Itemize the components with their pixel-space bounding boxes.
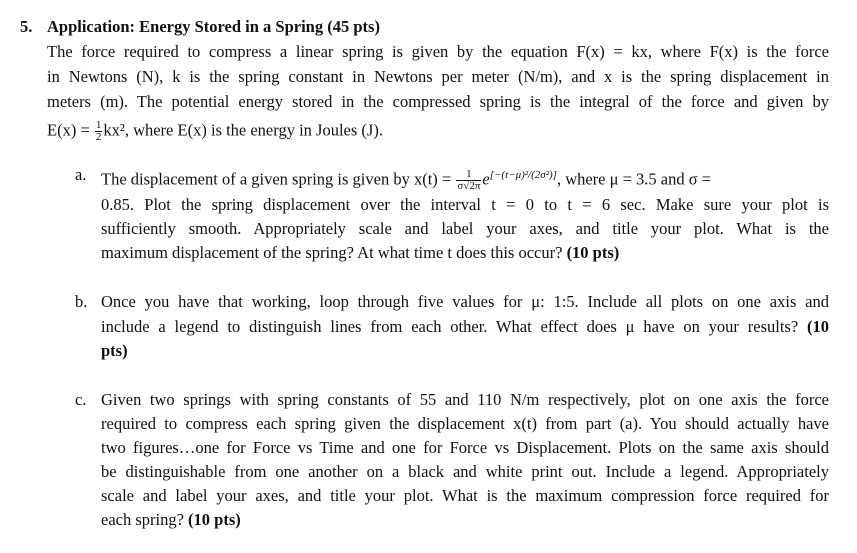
part-b-points: pts) [101,341,128,360]
part-a-line-1: The displacement of a given spring is given by x(t) = $\frac{1}{\sigma√2\pi}$ e[−(t−μ)²/(2σ²)], where μ = 3.5 and σ = [101,168,712,193]
displacement-exponent: [−(t−μ)²/(2σ²)] [489,169,557,181]
part-c-line-3: two figures…one for Force vs Time and one for Force vs Displacement. Plots on the same axis should [101,438,829,457]
problem-number: 5. [20,17,33,36]
intro-line-3: meters (m). The potential energy stored in the compressed spring is the integral of the force and given by [47,92,829,111]
part-c-line-2: required to compress each spring given the displacement x(t) from part (a). You should actually have [101,414,829,433]
part-c-line-4: be distinguishable from one another on a black and white print out. Include a legend. Appropriately [101,462,829,481]
part-a-line-2: 0.85. Plot the spring displacement over the interval t = 0 to t = 6 sec. Make sure your plot is [101,195,829,214]
energy-eq-rhs: kx², where E(x) is the energy in Joules (J). [103,120,383,140]
part-a-line-3: sufficiently smooth. Appropriately scale and label your axes, and title your plot. What is the [101,219,829,238]
part-b-line-2: include a legend to distinguish lines from each other. What effect does μ have on your results? (10 [101,317,829,336]
displacement-fraction: $\frac{1}{\sigma√2\pi}$ [457,168,481,193]
intro-line-1: The force required to compress a linear spring is given by the equation F(x) = kx, where F(x) is the force [47,42,829,61]
part-c-label: c. [75,390,87,409]
problem-title: Application: Energy Stored in a Spring (45 pts) [47,17,380,36]
part-a-label: a. [75,165,87,184]
energy-eq-lhs: E(x) = [47,120,94,140]
part-c-line-5: scale and label your axes, and title your plot. What is the maximum compression force required for [101,486,829,505]
energy-eq-fraction: $\frac{1}{2}$ [95,119,102,143]
energy-equation [47,120,383,143]
part-c-line-6: each spring? (10 pts) [101,510,241,529]
part-a-line-4: maximum displacement of the spring? At what time t does this occur? (10 pts) [101,243,620,262]
part-b-label: b. [75,292,88,311]
intro-line-2: in Newtons (N), k is the spring constant in Newtons per meter (N/m), and x is the spring displacement in [47,67,829,86]
part-b-line-1: Once you have that working, loop through five values for μ: 1:5. Include all plots on one axis and [101,292,829,311]
part-a-points: (10 pts) [566,243,620,262]
part-c-points: (10 pts) [188,510,241,529]
part-c-line-1: Given two springs with spring constants of 55 and 110 N/m respectively, plot on one axis the force [101,390,829,409]
